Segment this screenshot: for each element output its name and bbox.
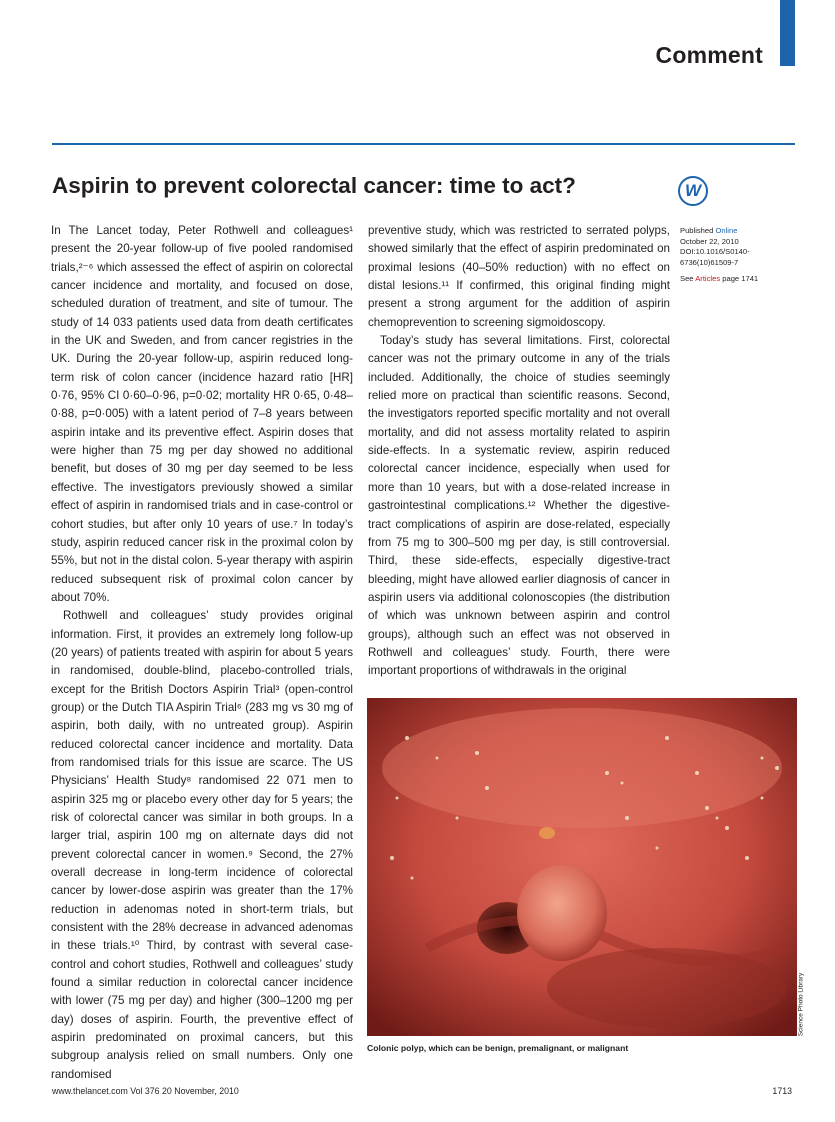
figure-caption: Colonic polyp, which can be benign, premalignant, or malignant — [367, 1043, 629, 1053]
articles-link[interactable]: Articles — [695, 274, 721, 283]
photo-credit-text: Science Photo Library — [797, 972, 805, 1037]
article-sidebar — [680, 226, 790, 285]
polyp-photo-graphic — [367, 698, 797, 1036]
paragraph: Rothwell and colleagues’ study provides original information. First, it provides an extremely long follow-up (20 years) of patients treated with aspirin for about 5 years in randomised, double-blind, placebo-controlled trials, except for the British Doctors Aspirin Trial³ (open-control group) or the Dutch TIA Aspirin Trial⁶ (283 mg vs 30 mg of aspirin, both daily, with no untreated group). Aspirin reduced colorectal cancer incidence and mortality. Data from randomised trials for this issue are scarce. The US Physicians’ Health Study⁸ randomised 22 071 men to aspirin 325 mg or placebo every other day for 5 years; the risk of colorectal cancer was similar in both groups. In a larger trial, aspirin 100 mg on alternate days did not prevent colorectal cancer in women.⁹ Second, the 27% overall decrease in long-term incidence of colorectal cancer by lower-dose aspirin was greater than the 17% reduction in adenomas noted in short-term trials, but consistent with the 28% decrease in advanced adenomas in these trials.¹⁰ Third, by contrast with several case-control and cohort studies, Rothwell and colleagues’ study found a similar reduction in colorectal cancer incidence with lower (75 mg per day) and higher (300–1200 mg per day) doses of aspirin. Fourth, the preventive effect of aspirin predominated on proximal cancers, but this subgroup analysis relied on small numbers. Only one randomised — [51, 609, 353, 1081]
published-line — [680, 226, 790, 237]
photo-credit — [795, 972, 805, 1037]
polyp-photo — [367, 698, 797, 1036]
paragraph: In The Lancet today, Peter Rothwell and colleagues¹ present the 20-year follow-up of five pooled randomised trials,²⁻⁶ which assessed the effect of aspirin on colorectal cancer incidence and mortality, and focused on dose, scheduled duration of treatment, and site of tumour. The study of 14 033 patients used data from death certificates in the UK and Sweden, and from cancer registries in the UK. During the 20-year follow-up, aspirin reduced long-term risk of colon cancer (incidence hazard ratio [HR] 0·76, 95% CI 0·60–0·96, p=0·02; mortality HR 0·65, 0·48–0·88, p=0·005) with a latent period of 7–8 years between aspirin intake and its preventive effect. Aspirin doses that were higher than 75 mg per day showed no additional benefit, but doses of 30 mg per day seemed to be less effective. The investigators previously showed a similar effect of aspirin in randomised trials and in case-control or cohort studies, but after only 10 years of use.⁷ In today’s study, aspirin reduced cancer risk in the proximal colon by 55%, but not in the distal colon. 5-year therapy with aspirin reduced subsequent risk of proximal colon cancer by about 70%. — [51, 224, 353, 604]
section-label: Comment — [655, 42, 763, 68]
footer-journal-info: www.thelancet.com Vol 376 20 November, 2010 — [52, 1086, 239, 1096]
online-link[interactable]: Online — [715, 226, 738, 235]
page-number: 1713 — [772, 1086, 792, 1096]
page-reference: page 1741 — [722, 274, 759, 283]
article-column-2 — [368, 222, 670, 681]
article-column-1 — [51, 222, 353, 1084]
web-extra-icon[interactable]: W — [678, 176, 708, 206]
see-label: See — [680, 274, 694, 283]
published-label: Published — [680, 226, 714, 235]
doi: DOI:10.1016/S0140-6736(10)61509-7 — [680, 247, 750, 267]
paragraph: Today’s study has several limitations. First, colorectal cancer was not the primary outcome in any of the trials included. Additionally, the choice of studies seemingly relied more on practical than scientific reasons. Second, the investigators reported specific mortality and not overall mortality, and did not assess mortality related to aspirin side-effects. In a systematic review, aspirin reduced colorectal cancer incidence, especially when used for more than 10 years, but with a dose-related increase in gastrointestinal complications.¹² Whether the digestive-tract complications of aspirin are dose-related, especially from 75 mg to 300–500 mg per day, is still controversial. Third, these side-effects, especially digestive-tract bleeding, might have allowed earlier diagnosis of cancer in aspirin users via additional colonoscopies (the distribution of which was unknown between aspirin and control groups), although such an effect was not observed in Rothwell and colleagues’ study. Fourth, there were important proportions of withdrawals in the original — [368, 334, 670, 678]
published-date: October 22, 2010 — [680, 236, 739, 246]
paragraph: preventive study, which was restricted to serrated polyps, showed similarly that the effect of aspirin predominated on proximal lesions (40–50% reduction) with no effect on distal lesions.¹¹ If confirmed, this original finding might present a strong argument for the addition of aspirin chemoprevention to screening sigmoidoscopy. — [368, 224, 670, 329]
article-title: Aspirin to prevent colorectal cancer: time to act? — [52, 173, 576, 198]
section-color-bar — [780, 0, 795, 66]
see-articles-line — [680, 274, 790, 285]
section-divider — [52, 143, 795, 145]
